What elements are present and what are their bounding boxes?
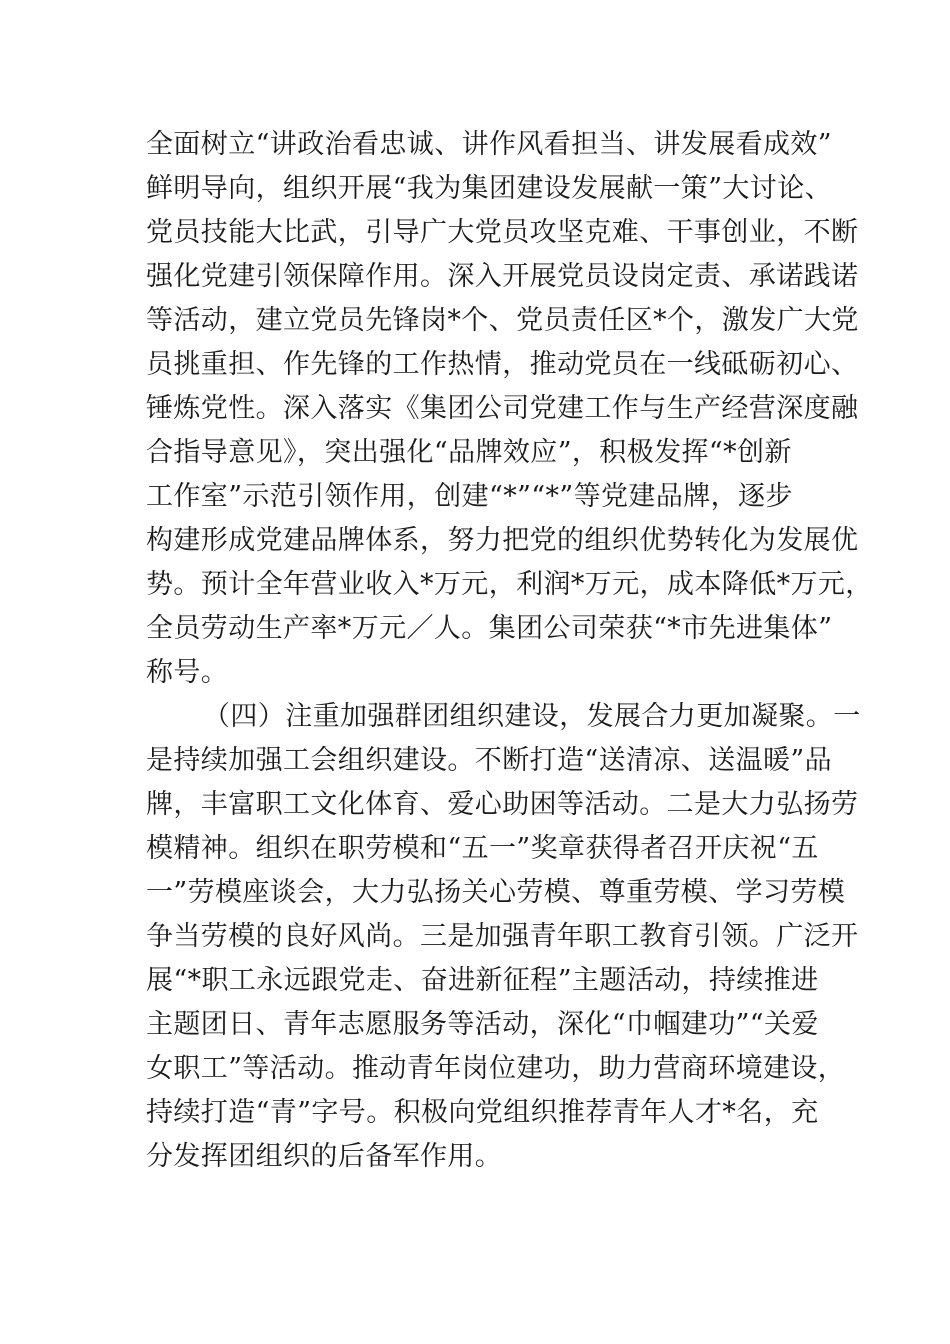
paragraph-line: 牌，丰富职工文化体育、爱心助困等活动。二是大力弘扬劳	[146, 789, 859, 820]
paragraph-line: 是持续加强工会组织建设。不断打造“送清凉、送温暖”品	[146, 745, 833, 776]
paragraph-line: 女职工”等活动。推动青年岗位建功，助力营商环境建设，	[146, 1053, 846, 1084]
paragraph-line: 模精神。组织在职劳模和“五一”奖章获得者召开庆祝“五	[146, 833, 819, 864]
paragraph-line: 持续打造“青”字号。积极向党组织推荐青年人才*名，充	[146, 1097, 819, 1128]
paragraph-line: 党员技能大比武，引导广大党员攻坚克难、干事创业，不断	[146, 217, 859, 248]
paragraph-line: 主题团日、青年志愿服务等活动，深化“巾帼建功”“关爱	[146, 1009, 819, 1040]
paragraph-line: 鲜明导向，组织开展“我为集团建设发展献一策”大讨论、	[146, 173, 833, 204]
paragraph-line: 等活动，建立党员先锋岗*个、党员责任区*个，激发广大党	[146, 305, 859, 336]
paragraph-line: 工作室”示范引领作用，创建“*”“*”等党建品牌，逐步	[146, 481, 793, 512]
paragraph-line: 全面树立“讲政治看忠诚、讲作风看担当、讲发展看成效”	[146, 129, 833, 160]
paragraph-line: 强化党建引领保障作用。深入开展党员设岗定责、承诺践诺	[146, 261, 859, 292]
paragraph-line: 势。预计全年营业收入*万元，利润*万元，成本降低*万元，	[146, 569, 873, 600]
paragraph-line: 构建形成党建品牌体系，努力把党的组织优势转化为发展优	[146, 525, 859, 556]
section-heading-line: （四）注重加强群团组织建设，发展合力更加凝聚。一	[203, 701, 861, 732]
paragraph-line: 一”劳模座谈会，大力弘扬关心劳模、尊重劳模、学习劳模	[146, 877, 846, 908]
paragraph-line: 展“*职工永远跟党走、奋进新征程”主题活动，持续推进	[146, 965, 819, 996]
paragraph-line: 全员劳动生产率*万元／人。集团公司荣获“*市先进集体”	[146, 613, 833, 644]
paragraph-line: 称号。	[146, 657, 229, 688]
paragraph-line: 员挑重担、作先锋的工作热情，推动党员在一线砥砺初心、	[146, 349, 859, 380]
paragraph-line: 争当劳模的良好风尚。三是加强青年职工教育引领。广泛开	[146, 921, 859, 952]
paragraph-line: 分发挥团组织的后备军作用。	[146, 1141, 503, 1172]
paragraph-line: 锤炼党性。深入落实《集团公司党建工作与生产经营深度融	[146, 393, 859, 424]
paragraph-line: 合指导意见》，突出强化“品牌效应”，积极发挥“*创新	[146, 437, 792, 468]
